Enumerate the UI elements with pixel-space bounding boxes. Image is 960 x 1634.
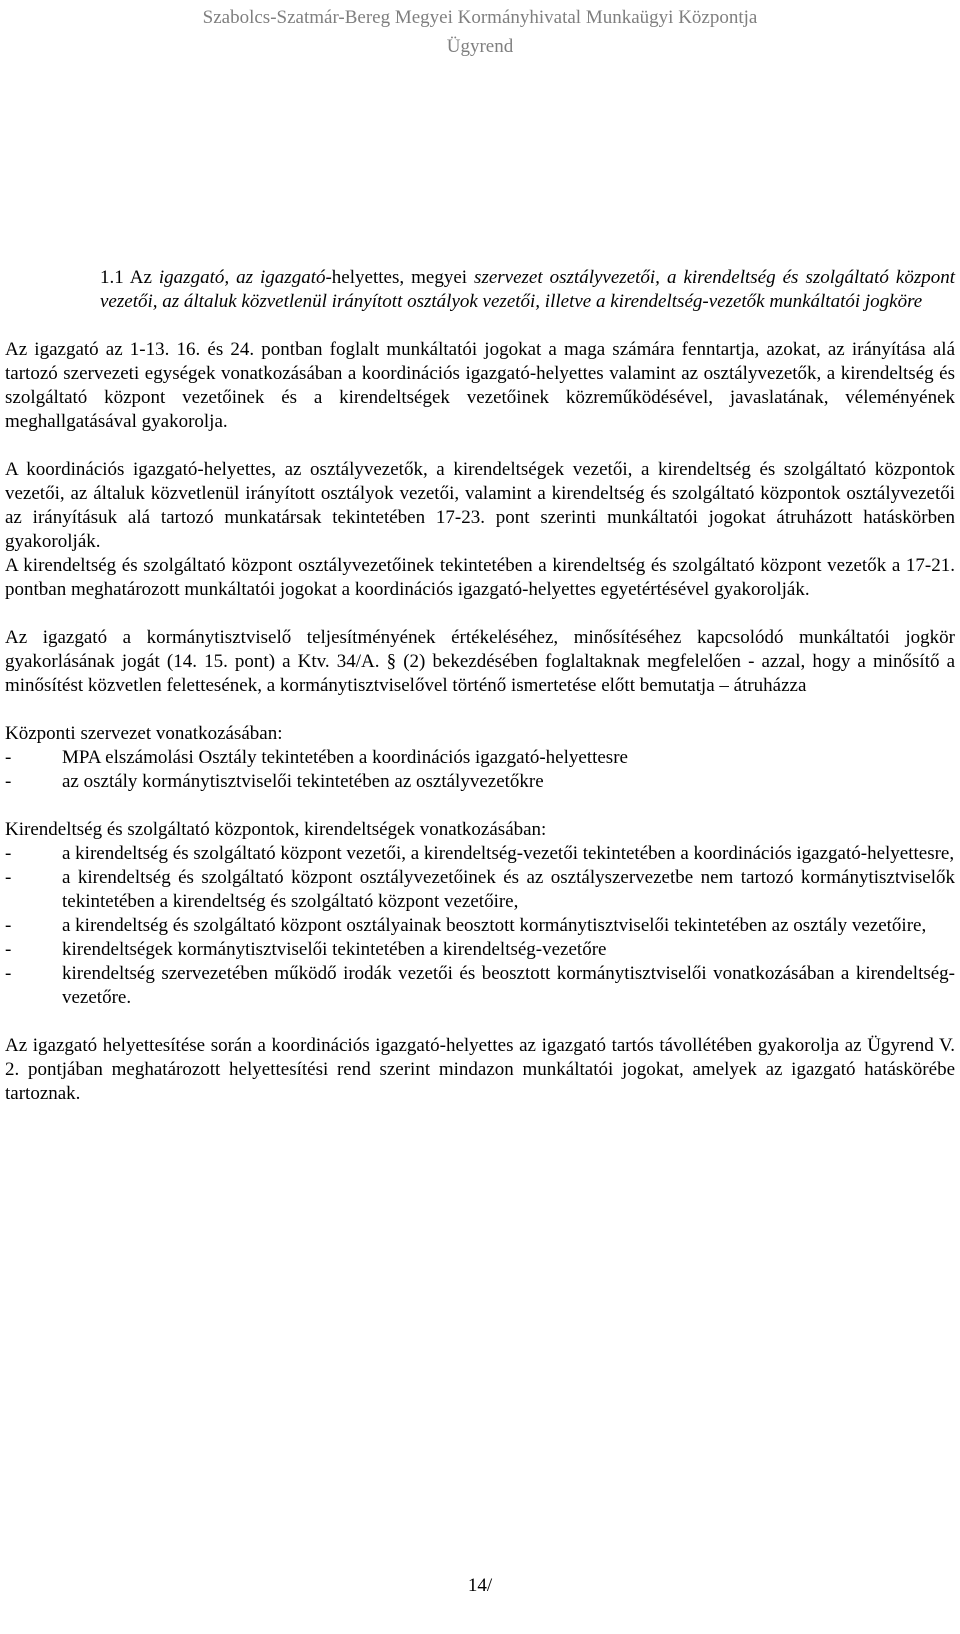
list-dash: - [5, 867, 12, 888]
central-list [5, 746, 955, 794]
list-dash: - [5, 771, 12, 792]
list-item-text: az osztály kormánytisztviselői tekintetében az osztályvezetőkre [62, 771, 544, 792]
list-dash: - [5, 915, 12, 936]
list-item-text: kirendeltség szervezetében működő irodák vezetői és beosztott kormánytisztviselői vonatkozásában a kirendeltség-vezetőre. [62, 963, 955, 1008]
page-number: 14/ [467, 1575, 493, 1596]
section-heading [5, 266, 955, 314]
paragraph-4: Az igazgató a kormánytisztviselő teljesítményének értékeléséhez, minősítéséhez kapcsolódó munkáltatói jogkör gyakorlásának jogát (14. 15. pont) a Ktv. 34/A. § (2) bekezdésében foglaltaknak megfelelően - azzal, hogy a minősítő a minősítést közvetlen felettesének, a kormánytisztviselővel történő ismertetése előtt bemutatja – átruházza [5, 627, 955, 696]
list-item-text: MPA elszámolási Osztály tekintetében a koordinációs igazgató-helyettesre [62, 747, 628, 768]
header-organization: Szabolcs-Szatmár-Bereg Megyei Kormányhivatal Munkaügyi Központja [202, 7, 758, 28]
branch-list [5, 842, 955, 1010]
list-item [5, 746, 955, 770]
central-title: Központi szervezet vonatkozásában: [5, 723, 283, 744]
paragraph-5: Az igazgató helyettesítése során a koordinációs igazgató-helyettes az igazgató tartós távollétében gyakorolja az Ügyrend V. 2. pontjában meghatározott helyettesítési rend szerint mindazon munkáltatói jogokat, amelyek az igazgató hatáskörébe tartoznak. [5, 1035, 955, 1104]
section-number: 1.1 [100, 267, 124, 288]
list-dash: - [5, 963, 12, 984]
list-item [5, 914, 955, 938]
list-item-text: a kirendeltség és szolgáltató központ osztályainak beosztott kormánytisztviselői tekintetében az osztály vezetőire, [62, 915, 927, 936]
heading-part-2: -helyettes, megyei [325, 267, 475, 288]
list-item [5, 962, 955, 1010]
header-document-title: Ügyrend [446, 36, 514, 57]
heading-part-1: igazgató, az igazgató [158, 267, 326, 288]
heading-part-3: szervezet osztályvezetői, a kirendeltség és szolgáltató központ vezetői, az általuk közvetlenül irányított osztályok vezetői, illetve a kirendeltség-vezetők munkáltatói jogköre [100, 267, 955, 312]
paragraph-2: A koordinációs igazgató-helyettes, az osztályvezetők, a kirendeltségek vezetői, a kirendeltség és szolgáltató központok vezetői, az általuk közvetlenül irányított osztályok vezetői, valamint a kirendeltség és szolgáltató központok osztályvezetői az irányításuk alá tartozó munkatársak tekintetében 17-23. pont szerinti munkáltatói jogokat átruházott hatáskörben gyakorolják. [5, 459, 955, 552]
list-item [5, 866, 955, 914]
list-dash: - [5, 939, 12, 960]
list-dash: - [5, 843, 12, 864]
list-item-text: a kirendeltség és szolgáltató központ vezetői, a kirendeltség-vezetői tekintetében a koordinációs igazgató-helyettesre, [62, 843, 955, 864]
heading-part-0: Az [123, 267, 159, 288]
branch-title: Kirendeltség és szolgáltató központok, kirendeltségek vonatkozásában: [5, 819, 547, 840]
page-header [0, 0, 960, 61]
list-item [5, 842, 955, 866]
list-item-text: a kirendeltség és szolgáltató központ osztályvezetőinek és az osztályszervezetbe nem tartozó kormánytisztviselők tekintetében a kirendeltség és szolgáltató központ vezetőire, [62, 867, 955, 912]
list-dash: - [5, 747, 12, 768]
list-item-text: kirendeltségek kormánytisztviselői tekintetében a kirendeltség-vezetőre [62, 939, 607, 960]
document-body [5, 266, 955, 1106]
list-item [5, 938, 955, 962]
list-item [5, 770, 955, 794]
paragraph-3: A kirendeltség és szolgáltató központ osztályvezetőinek tekintetében a kirendeltség és szolgáltató központ vezetők a 17-21. pontban meghatározott munkáltatói jogokat a koordinációs igazgató-helyettes egyetértésével gyakorolják. [5, 555, 955, 600]
paragraph-1: Az igazgató az 1-13. 16. és 24. pontban foglalt munkáltatói jogokat a maga számára fenntartja, azokat, az irányítása alá tartozó szervezeti egységek vonatkozásában a koordinációs igazgató-helyettes valamint az osztályvezetők, a kirendeltség és szolgáltató központ vezetőinek és a kirendeltségek vezetőinek közreműködésével, javaslatának, véleményének meghallgatásával gyakorolja. [5, 339, 955, 432]
